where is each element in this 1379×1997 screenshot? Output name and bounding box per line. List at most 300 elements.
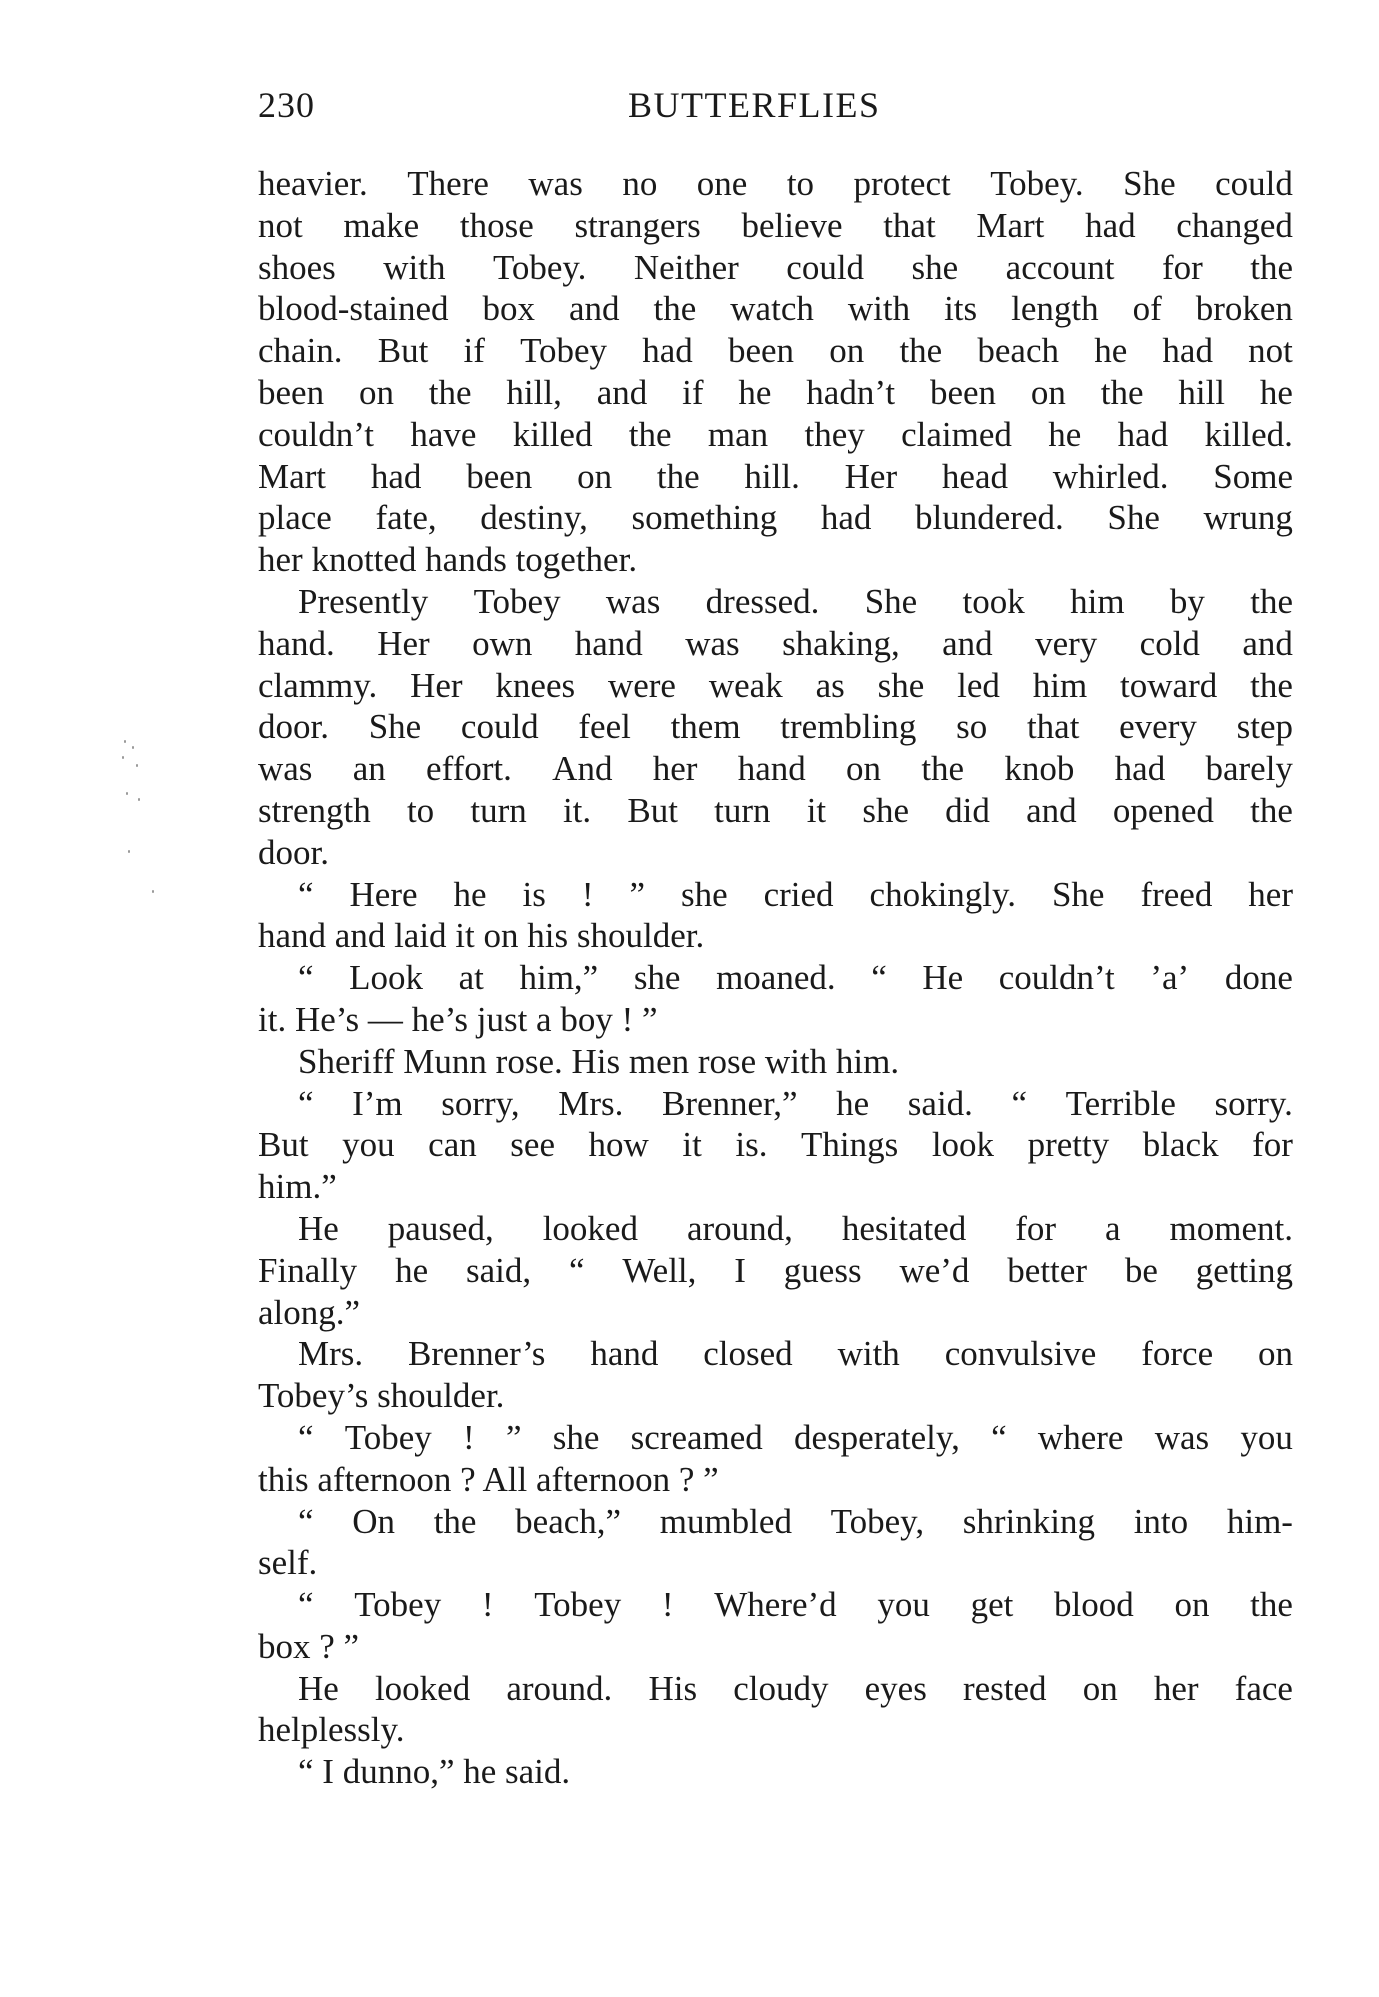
text-line	[258, 581, 1293, 623]
word: ’a’	[1150, 958, 1190, 998]
word: beach	[977, 331, 1059, 371]
text-line	[258, 288, 1293, 330]
text-line	[258, 1375, 1293, 1417]
word: he	[836, 1083, 870, 1123]
text-line	[258, 205, 1293, 247]
text-line	[258, 623, 1293, 665]
word: Her	[377, 623, 430, 663]
word: the	[1250, 1585, 1293, 1625]
word: the	[899, 331, 943, 371]
word: cried	[763, 874, 834, 914]
text-line	[258, 497, 1293, 539]
word: been	[929, 372, 997, 412]
text-line	[258, 1626, 1293, 1668]
word: But	[627, 790, 678, 830]
word: She	[1051, 874, 1105, 914]
word: she	[680, 874, 728, 914]
word: we’d	[899, 1250, 970, 1290]
word: on	[1030, 372, 1066, 412]
line-text: helplessly.	[258, 1710, 405, 1750]
word: had	[1114, 749, 1166, 789]
word: There	[407, 164, 489, 203]
word: every	[1119, 707, 1197, 747]
text-line	[258, 1751, 1293, 1793]
word: been	[466, 456, 533, 496]
word: by	[1169, 581, 1205, 621]
word: had	[1162, 331, 1213, 371]
word: head	[941, 456, 1008, 496]
word: Brenner’s	[408, 1334, 546, 1374]
word: watch	[730, 289, 814, 329]
word: on	[577, 456, 613, 496]
word: hadn’t	[806, 372, 896, 412]
word: sorry,	[441, 1083, 520, 1123]
word: broken	[1195, 289, 1293, 329]
word: Mart	[258, 456, 327, 496]
word: Brenner,”	[661, 1083, 798, 1123]
word: “	[298, 1083, 314, 1123]
text-line	[258, 1417, 1293, 1459]
word: one	[696, 164, 748, 203]
word: you	[1240, 1417, 1293, 1457]
word: at	[458, 958, 484, 998]
word: the	[1100, 372, 1144, 412]
word: Tobey	[354, 1585, 442, 1625]
word: And	[552, 749, 613, 789]
word: said.	[907, 1083, 973, 1123]
word: “	[298, 958, 314, 998]
word: convulsive	[944, 1334, 1097, 1374]
word: Tobey	[534, 1585, 622, 1625]
word: led	[957, 665, 1000, 705]
word: and	[569, 289, 620, 329]
word: can	[428, 1125, 477, 1165]
word: His	[648, 1668, 698, 1708]
word: the	[628, 414, 672, 454]
word: it	[682, 1125, 702, 1165]
word: him	[1032, 665, 1088, 705]
word: Tobey,	[830, 1501, 925, 1541]
word: Finally	[258, 1250, 358, 1290]
line-text: it. He’s — he’s just a boy ! ”	[258, 999, 658, 1039]
word: I	[734, 1250, 746, 1290]
text-line	[258, 1333, 1293, 1375]
word: man	[707, 414, 769, 454]
word: were	[607, 665, 676, 705]
text-line	[258, 1501, 1293, 1543]
word: Terrible	[1065, 1083, 1176, 1123]
word: was	[1154, 1417, 1210, 1457]
word: looked	[542, 1208, 638, 1248]
word: claimed	[901, 414, 1012, 454]
word: He	[298, 1208, 339, 1248]
line-text: along.”	[258, 1292, 361, 1332]
word: took	[962, 581, 1025, 621]
text-line	[258, 414, 1293, 456]
word: Look	[349, 958, 424, 998]
word: she	[552, 1417, 600, 1457]
word: that	[883, 205, 936, 245]
word: not	[258, 205, 303, 245]
word: “	[569, 1250, 585, 1290]
word: shrinking	[962, 1501, 1096, 1541]
word: looked	[374, 1668, 471, 1708]
word: done	[1224, 958, 1293, 998]
word: she	[862, 790, 909, 830]
word: ”	[505, 1417, 522, 1457]
word: own	[472, 623, 533, 663]
word: strength	[258, 790, 371, 830]
word: length	[1011, 289, 1099, 329]
word: into	[1133, 1501, 1189, 1541]
word: She	[368, 707, 422, 747]
word: pretty	[1027, 1125, 1110, 1165]
word: !	[481, 1585, 494, 1625]
word: could	[1215, 164, 1293, 203]
word: closed	[703, 1334, 793, 1374]
text-line	[258, 330, 1293, 372]
word: “	[298, 1501, 314, 1541]
text-line	[258, 1709, 1293, 1751]
word: he	[395, 1250, 429, 1290]
text-line	[258, 1208, 1293, 1250]
word: Well,	[622, 1250, 697, 1290]
word: them	[670, 707, 741, 747]
text-line	[258, 1250, 1293, 1292]
word: moaned.	[716, 958, 836, 998]
word: did	[945, 790, 990, 830]
word: weak	[708, 665, 783, 705]
word: hesitated	[841, 1208, 967, 1248]
word: Where’d	[714, 1585, 837, 1625]
word: !	[463, 1417, 475, 1457]
text-line	[258, 748, 1293, 790]
margin-specks	[118, 740, 168, 900]
word: opened	[1112, 790, 1214, 830]
word: not	[1248, 331, 1293, 371]
line-text: box ? ”	[258, 1626, 360, 1666]
word: with	[847, 289, 911, 329]
word: trembling	[780, 707, 917, 747]
word: she	[633, 958, 681, 998]
word: the	[1250, 581, 1293, 621]
word: he	[1048, 414, 1082, 454]
word: “	[991, 1417, 1007, 1457]
word: had	[820, 498, 872, 538]
word: around.	[506, 1668, 613, 1708]
word: couldn’t	[998, 958, 1115, 998]
word: been	[258, 372, 325, 412]
word: hill	[1178, 372, 1226, 412]
body-text	[258, 163, 1293, 1793]
word: been	[727, 331, 795, 371]
word: hand	[574, 623, 643, 663]
page-number: 230	[258, 85, 315, 125]
word: her	[652, 749, 698, 789]
word: Tobey	[344, 1417, 432, 1457]
word: and	[942, 623, 993, 663]
word: he	[1094, 331, 1128, 371]
text-line	[258, 372, 1293, 414]
word: a	[1105, 1208, 1121, 1248]
line-text: Tobey’s shoulder.	[258, 1376, 505, 1416]
word: hill,	[506, 372, 562, 412]
word: how	[588, 1125, 649, 1165]
word: desperately,	[794, 1417, 960, 1457]
word: him	[1070, 581, 1125, 621]
word: for	[1161, 247, 1203, 287]
word: hand.	[258, 623, 335, 663]
word: freed	[1140, 874, 1213, 914]
word: hand	[737, 749, 806, 789]
word: strangers	[574, 205, 701, 245]
word: her	[1153, 1668, 1199, 1708]
word: killed	[512, 414, 593, 454]
word: was	[685, 623, 740, 663]
word: whirled.	[1052, 456, 1169, 496]
word: face	[1234, 1668, 1293, 1708]
word: he	[738, 372, 772, 412]
word: him-	[1226, 1501, 1293, 1541]
text-line	[258, 1668, 1293, 1710]
word: Tobey	[520, 331, 608, 371]
word: cold	[1139, 623, 1200, 663]
word: with	[383, 247, 446, 287]
word: the	[433, 1501, 477, 1541]
line-text: Sheriff Munn rose. His men rose with him.	[298, 1041, 900, 1081]
word: make	[343, 205, 420, 245]
word: shoes	[258, 247, 336, 287]
word: effort.	[426, 749, 512, 789]
word: place	[258, 498, 332, 538]
word: on	[1258, 1334, 1293, 1374]
word: he	[453, 874, 487, 914]
word: could	[460, 707, 539, 747]
line-text: self.	[258, 1543, 318, 1583]
text-line	[258, 1459, 1293, 1501]
running-title: BUTTERFLIES	[628, 85, 881, 125]
word: to	[406, 790, 435, 830]
word: eyes	[864, 1668, 927, 1708]
word: Mart	[976, 205, 1045, 245]
word: Presently	[298, 581, 429, 621]
word: of	[1132, 289, 1162, 329]
word: toward	[1120, 665, 1218, 705]
line-text: hand and laid it on his shoulder.	[258, 916, 705, 956]
text-line	[258, 957, 1293, 999]
word: her	[1248, 874, 1293, 914]
word: the	[1250, 247, 1293, 287]
word: fate,	[375, 498, 437, 538]
word: dressed.	[705, 581, 820, 621]
text-line	[258, 706, 1293, 748]
word: so	[956, 707, 988, 747]
text-line	[258, 999, 1293, 1041]
word: on	[846, 749, 882, 789]
word: She	[864, 581, 918, 621]
word: get	[970, 1585, 1014, 1625]
word: and	[1242, 623, 1293, 663]
word: those	[459, 205, 534, 245]
word: moment.	[1169, 1208, 1293, 1248]
word: clammy.	[258, 665, 378, 705]
word: the	[653, 289, 697, 329]
word: where	[1037, 1417, 1124, 1457]
word: heavier.	[258, 164, 368, 203]
word: no	[622, 164, 658, 203]
text-line	[258, 1041, 1293, 1083]
word: destiny,	[480, 498, 588, 538]
text-line	[258, 1542, 1293, 1584]
text-line	[258, 247, 1293, 289]
word: it.	[562, 790, 592, 830]
word: box	[482, 289, 536, 329]
word: screamed	[630, 1417, 763, 1457]
word: on	[1174, 1585, 1210, 1625]
word: the	[1250, 790, 1293, 830]
word: wrung	[1203, 498, 1293, 538]
word: Tobey.	[492, 247, 587, 287]
word: he	[1259, 372, 1293, 412]
word: rested	[962, 1668, 1047, 1708]
word: had	[1085, 205, 1136, 245]
line-text: her knotted hands together.	[258, 540, 638, 580]
word: she	[877, 665, 925, 705]
word: “	[1011, 1083, 1028, 1123]
word: around,	[686, 1208, 793, 1248]
word: the	[921, 749, 965, 789]
word: you	[877, 1585, 930, 1625]
word: She	[1107, 498, 1160, 538]
word: turn	[470, 790, 527, 830]
word: !	[581, 874, 594, 914]
text-line	[258, 790, 1293, 832]
word: shaking,	[782, 623, 900, 663]
line-text: him.”	[258, 1167, 337, 1207]
word: on	[829, 331, 865, 371]
word: getting	[1195, 1250, 1293, 1290]
word: Tobey	[473, 581, 561, 621]
text-line	[258, 665, 1293, 707]
word: Mrs.	[298, 1334, 364, 1374]
word: chain.	[258, 331, 343, 371]
text-line	[258, 915, 1293, 957]
word: !	[661, 1585, 674, 1625]
word: see	[510, 1125, 555, 1165]
word: Her	[410, 665, 463, 705]
word: as	[815, 665, 845, 705]
text-line	[258, 874, 1293, 916]
word: Her	[844, 456, 898, 496]
word: chokingly.	[869, 874, 1016, 914]
word: Neither	[633, 247, 739, 287]
word: they	[804, 414, 865, 454]
word: him,”	[519, 958, 599, 998]
word: knees	[495, 665, 576, 705]
text-line	[258, 1584, 1293, 1626]
word: something	[631, 498, 778, 538]
word: to	[786, 164, 815, 203]
word: be	[1124, 1250, 1158, 1290]
word: killed.	[1204, 414, 1293, 454]
word: for	[1252, 1125, 1293, 1165]
word: that	[1026, 707, 1080, 747]
word: He	[922, 958, 964, 998]
word: had	[642, 331, 693, 371]
word: But	[377, 331, 429, 371]
word: she	[911, 247, 959, 287]
word: and	[1026, 790, 1077, 830]
word: protect	[853, 164, 951, 203]
word: turn	[714, 790, 771, 830]
word: an	[352, 749, 386, 789]
word: “	[298, 1585, 314, 1625]
word: barely	[1205, 749, 1293, 789]
word: Mrs.	[558, 1083, 624, 1123]
word: black	[1142, 1125, 1219, 1165]
word: changed	[1176, 205, 1293, 245]
line-text: this afternoon ? All afternoon ? ”	[258, 1459, 719, 1499]
word: Things	[801, 1125, 899, 1165]
word: blundered.	[915, 498, 1064, 538]
word: “	[298, 874, 314, 914]
word: look	[931, 1125, 995, 1165]
word: it	[806, 790, 827, 830]
word: if	[463, 331, 485, 371]
word: better	[1007, 1250, 1087, 1290]
text-line	[258, 1292, 1293, 1334]
word: “	[298, 1417, 314, 1457]
word: sorry.	[1214, 1083, 1293, 1123]
word: its	[944, 289, 978, 329]
word: said,	[465, 1250, 532, 1290]
word: had	[370, 456, 422, 496]
word: you	[342, 1125, 395, 1165]
word: and	[596, 372, 648, 412]
word: She	[1123, 164, 1176, 203]
word: very	[1035, 623, 1098, 663]
word: knob	[1004, 749, 1075, 789]
word: On	[352, 1501, 396, 1541]
text-line	[258, 1083, 1293, 1125]
word: couldn’t	[258, 414, 375, 454]
word: blood-stained	[258, 289, 449, 329]
line-text: “ I dunno,” he said.	[298, 1752, 571, 1792]
word: on	[358, 372, 394, 412]
word: “	[871, 958, 887, 998]
word: the	[428, 372, 472, 412]
word: feel	[578, 707, 631, 747]
word: blood	[1054, 1585, 1134, 1625]
word: believe	[741, 205, 843, 245]
word: force	[1141, 1334, 1214, 1374]
word: I’m	[352, 1083, 403, 1123]
word: if	[682, 372, 704, 412]
word: is.	[735, 1125, 768, 1165]
word: guess	[783, 1250, 862, 1290]
word: step	[1236, 707, 1293, 747]
word: the	[1250, 665, 1293, 705]
text-line	[258, 1124, 1293, 1166]
word: He	[298, 1668, 339, 1708]
line-text: door.	[258, 832, 329, 872]
word: hill.	[744, 456, 800, 496]
word: But	[258, 1125, 309, 1165]
word: cloudy	[733, 1668, 829, 1708]
word: account	[1005, 247, 1115, 287]
text-line	[258, 163, 1293, 205]
word: the	[656, 456, 700, 496]
